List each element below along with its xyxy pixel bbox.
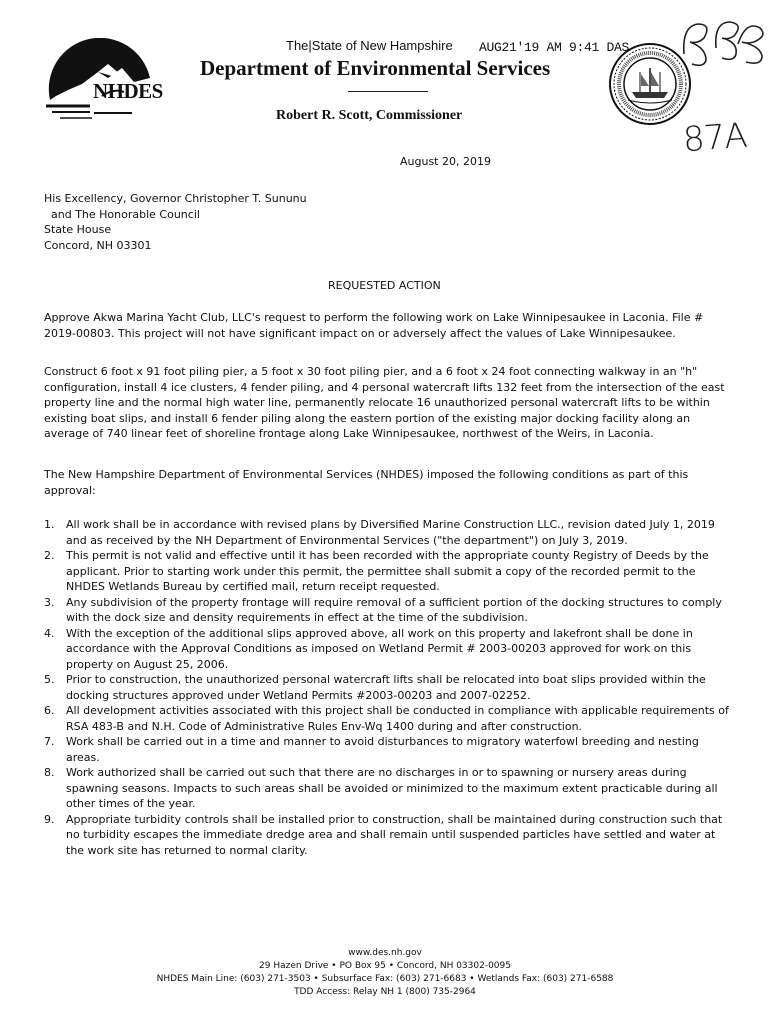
condition-text: Work shall be carried out in a time and manner to avoid disturbances to migratory waterfowl breeding and nesting areas.: [66, 735, 699, 764]
condition-number: 1.: [44, 518, 55, 531]
list-item: [44, 765, 730, 812]
condition-text: All work shall be in accordance with revised plans by Diversified Marine Construction LLC., revision dated July 1, 2019 and as received by the NH Department of Environmental Services ("the department") on July 3, 2019.: [66, 518, 715, 547]
commissioner-name: Robert R. Scott, Commissioner: [276, 108, 463, 123]
condition-text: Prior to construction, the unauthorized personal watercraft lifts shall be relocated into boat slips provided within the docking structures approved under Wetland Permits #2003-00203 and 2007-02252.: [66, 673, 706, 702]
list-item: [44, 548, 730, 595]
address-line: His Excellency, Governor Christopher T. Sununu: [44, 192, 307, 205]
condition-text: Appropriate turbidity controls shall be installed prior to construction, shall be maintained during construction such that no turbidity escapes the immediate dredge area and shall remain until suspended particles have settled and water at the work site has returned to normal clarity.: [66, 812, 723, 857]
handwritten-initials-icon: [676, 14, 770, 74]
list-item: [44, 595, 730, 626]
condition-text: Work authorized shall be carried out such that there are no discharges in or to spawning or nursery areas during spawning seasons. Impacts to such areas shall be avoided or minimized to the maximum extent practicable during all other times of the year.: [66, 766, 718, 810]
header-divider: [348, 91, 428, 92]
condition-number: 6.: [44, 704, 55, 717]
footer-website: www.des.nh.gov: [348, 948, 422, 958]
list-item: [44, 672, 730, 703]
condition-text: This permit is not valid and effective until it has been recorded with the appropriate county Registry of Deeds by the applicant. Prior to starting work under this permit, the permittee shall submit a copy of the recorded permit to the NHDES Wetlands Bureau by certified mail, return receipt requested.: [66, 549, 709, 593]
approval-paragraph: Approve Akwa Marina Yacht Club, LLC's request to perform the following work on Lake Winnipesaukee in Laconia. File # 2019-00803. This project will not have significant impact on or adversely affect the values of Lake Winnipesaukee.: [44, 311, 704, 340]
address-line: Concord, NH 03301: [44, 238, 152, 252]
list-item: [44, 703, 730, 734]
condition-number: 2.: [44, 549, 55, 562]
condition-number: 9.: [44, 812, 55, 826]
footer-phones: NHDES Main Line: (603) 271-3503 • Subsurface Fax: (603) 271-6683 • Wetlands Fax: (603) 271-6588: [156, 974, 614, 984]
conditions-intro: The New Hampshire Department of Environmental Services (NHDES) imposed the following conditions as part of this approval:: [44, 468, 689, 497]
construction-paragraph: Construct 6 foot x 91 foot piling pier, a 5 foot x 30 foot piling pier, and a 6 foot x 24 foot connecting walkway in an "h" configuration, install 4 ice clusters, 4 fender piling, and 4 personal watercraft lifts 132 feet from the intersection of the east property line and the normal high water line, permanently relocate 16 unauthorized personal watercraft lifts to be within existing boat slips, and install 6 fender piling along the eastern portion of the existing major docking facility along an average of 740 linear feet of shoreline frontage along Lake Winnipesaukee, northwest of the Weirs, in Laconia.: [44, 365, 725, 440]
conditions-list: [44, 517, 730, 858]
list-item: [44, 626, 730, 673]
address-line: and The Honorable Council: [51, 207, 200, 221]
condition-number: 3.: [44, 595, 55, 609]
footer-address: 29 Hazen Drive • PO Box 95 • Concord, NH 03302-0095: [259, 961, 511, 971]
list-item: [44, 812, 730, 859]
received-stamp: AUG21'19 AM 9:41 DAS: [479, 40, 630, 55]
condition-text: All development activities associated with this project shall be conducted in compliance with applicable requirements of RSA 483-B and N.H. Code of Administrative Rules Env-Wq 1400 during and after construction.: [66, 704, 729, 733]
requested-action-heading: REQUESTED ACTION: [328, 279, 441, 292]
list-item: [44, 734, 730, 765]
condition-number: 7.: [44, 735, 55, 748]
footer-tdd: TDD Access: Relay NH 1 (800) 735-2964: [294, 987, 476, 997]
condition-number: 8.: [44, 766, 55, 779]
condition-text: With the exception of the additional slips approved above, all work on this property and lakefront shall be done in accordance with the Approval Conditions as imposed on Wetland Permit # 2003-00203 approved for work on this property on August 25, 2006.: [66, 626, 693, 671]
condition-number: 4.: [44, 626, 55, 640]
handwritten-item-number: 87A: [681, 115, 748, 161]
letter-date: August 20, 2019: [400, 155, 491, 168]
address-line: State House: [44, 223, 112, 236]
department-title: Department of Environmental Services: [200, 56, 551, 80]
logo-wordmark: NHDES: [93, 79, 163, 103]
list-item: [44, 517, 730, 548]
state-line: The|State of New Hampshire: [286, 38, 453, 53]
condition-number: 5.: [44, 673, 55, 686]
condition-text: Any subdivision of the property frontage will require removal of a sufficient portion of the docking structures to comply with the dock size and density requirements in effect at the time of the subdivision.: [66, 595, 722, 624]
letter-footer: [0, 947, 770, 999]
recipient-address: [44, 191, 307, 253]
